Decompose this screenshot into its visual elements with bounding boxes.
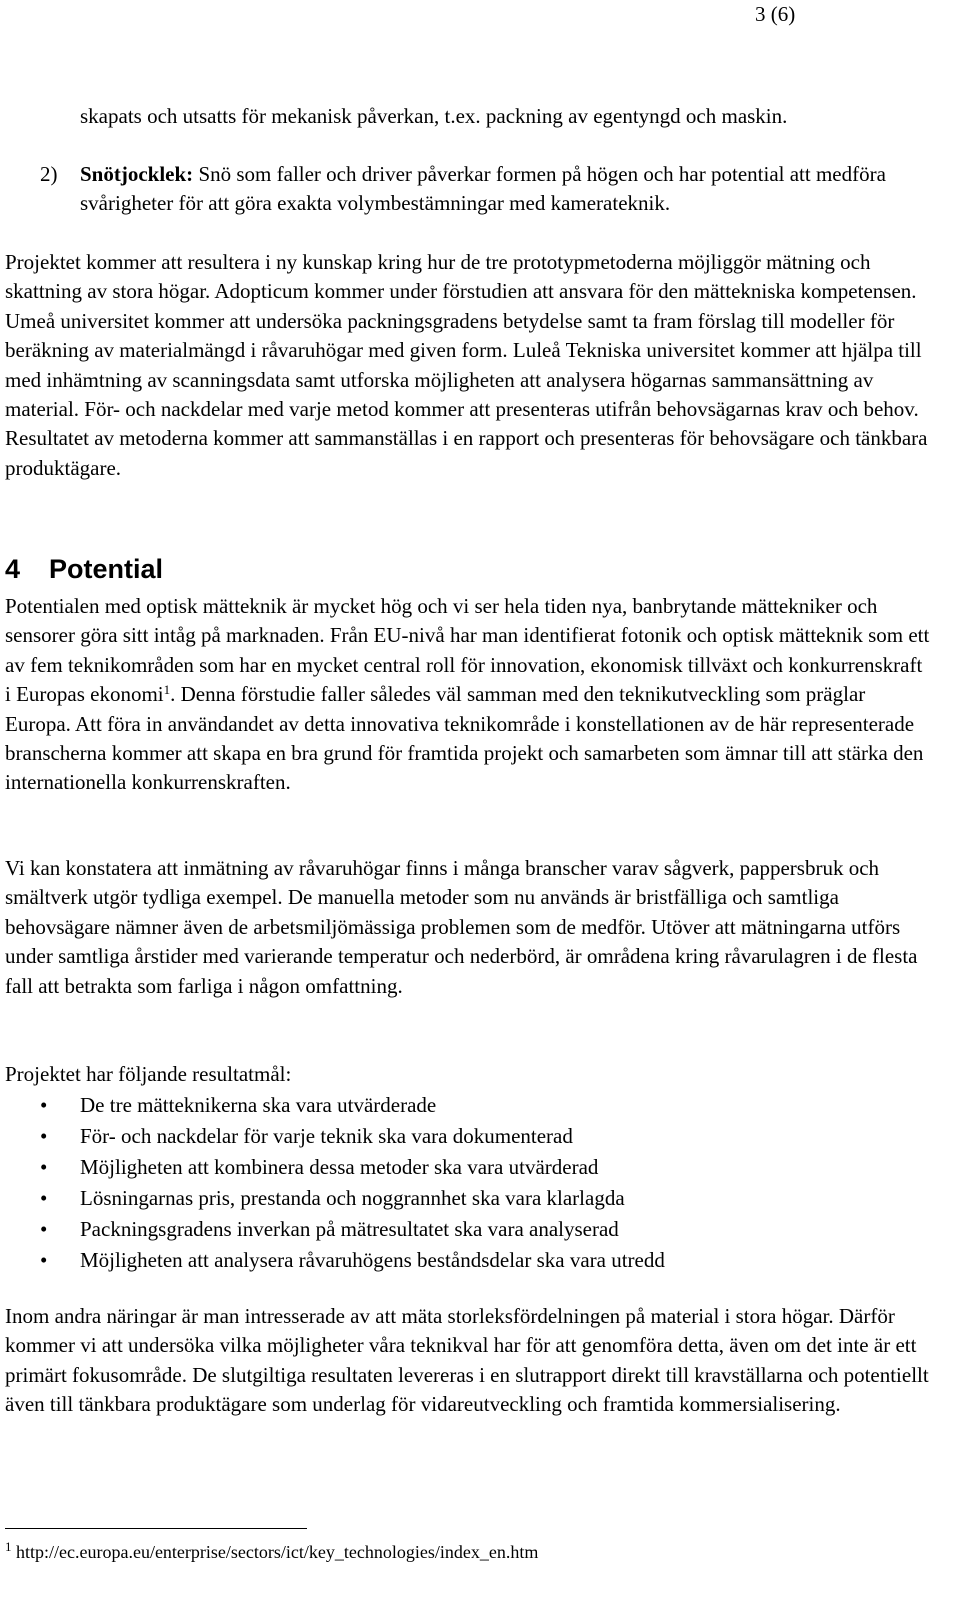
list-item	[40, 1122, 665, 1153]
footnote-reference: 1	[163, 682, 171, 698]
list-item-text: Möjligheten att kombinera dessa metoder ska vara utvärderad	[80, 1155, 599, 1179]
item-body	[80, 160, 930, 219]
list-item-text: De tre mätteknikerna ska vara utvärderade	[80, 1093, 437, 1117]
goals-list	[40, 1091, 665, 1277]
bullet-icon: •	[40, 1124, 48, 1148]
project-paragraph: Projektet kommer att resultera i ny kunskap kring hur de tre prototypmetoderna möjliggör mätning och skattning av stora högar. Adopticum kommer under förstudien att ansvara för den mättekniska kompetensen. Umeå universitet kommer att undersöka packningsgradens betydelse samt ta fram förslag till modeller för beräkning av materialmängd i råvaruhögar med given form. Luleå Tekniska universitet kommer att hjälpa till med inhämtning av scanningsdata samt utforska möjligheten att analysera högarnas sammansättning av material. För- och nackdelar med varje metod kommer att presenteras utifrån behovsägarnas krav och behov. Resultatet av metoderna kommer att sammanställas i en rapport och presenteras för behovsägare och tänkbara produktägare.	[5, 250, 928, 480]
potential-text-part2: . Denna förstudie faller således väl samman med den teknikutveckling som präglar Europa. Att föra in användandet av detta innovativa teknikområde i konstellationen av de här representerade branscherna kommer att skapa en bra grund för framtida projekt och samarbeten som ämnar till att stärka den internationella konkurrenskraften.	[5, 682, 924, 795]
list-item-text: Packningsgradens inverkan på mätresultatet ska vara analyserad	[80, 1217, 619, 1241]
list-item-text: Möjligheten att analysera råvaruhögens beståndsdelar ska vara utredd	[80, 1248, 665, 1272]
page-number: 3 (6)	[755, 2, 796, 26]
section-number: 4	[5, 554, 21, 584]
footnote-divider	[5, 1528, 307, 1529]
section-title: Potential	[49, 554, 164, 584]
list-item-text: För- och nackdelar för varje teknik ska vara dokumenterad	[80, 1124, 573, 1148]
bullet-icon: •	[40, 1217, 48, 1241]
list-item	[40, 1215, 665, 1246]
item-number: 2)	[40, 162, 58, 186]
measurement-paragraph: Vi kan konstatera att inmätning av råvaruhögar finns i många branscher varav sågverk, pappersbruk och smältverk utgör tydliga exempel. De manuella metoder som nu används är bristfälliga och samtliga behovsägare nämner även de arbetsmiljömässiga problemen som de medför. Utöver att mätningarna utförs under samtliga årstider med varierande temperatur och nederbörd, är områdena kring råvarulagren i de flesta fall att betrakta som farliga i någon omfattning.	[5, 856, 918, 998]
footnote-url[interactable]: http://ec.europa.eu/enterprise/sectors/ict/key_technologies/index_en.htm	[11, 1542, 539, 1562]
list-item-text: Lösningarnas pris, prestanda och noggrannhet ska vara klarlagda	[80, 1186, 625, 1210]
list-item	[40, 1246, 665, 1277]
list-continuation-text: skapats och utsatts för mekanisk påverkan, t.ex. packning av egentyngd och maskin.	[80, 104, 788, 128]
section-heading	[5, 551, 163, 587]
bullet-icon: •	[40, 1155, 48, 1179]
goals-intro: Projektet har följande resultatmål:	[5, 1062, 292, 1086]
item-term: Snötjocklek:	[80, 162, 194, 186]
closing-paragraph: Inom andra näringar är man intresserade av att mäta storleksfördelningen på material i stora högar. Därför kommer vi att undersöka vilka möjligheter våra teknikval har för att genomföra detta, även om det inte är ett primärt fokusområde. De slutgiltiga resultaten levereras i en slutrapport direkt till kravställarna och potentiellt även till tänkbara produktägare som underlag för vidareutveckling och framtida kommersialisering.	[5, 1304, 929, 1417]
list-item	[40, 1184, 665, 1215]
footnote-marker: 1	[5, 1539, 12, 1554]
potential-paragraph	[5, 592, 930, 798]
potential-text-part1: Potentialen med optisk mätteknik är mycket hög och vi ser hela tiden nya, banbrytande mättekniker och sensorer göra sitt intåg på marknaden. Från EU-nivå har man identifierat fotonik och optisk mätteknik som ett av fem teknikområden som har en mycket central roll för innovation, ekonomisk tillväxt och konkurrenskraft i Europas ekonomi	[5, 594, 930, 707]
footnote	[5, 1540, 538, 1564]
bullet-icon: •	[40, 1248, 48, 1272]
item-text: Snö som faller och driver påverkar formen på högen och har potential att medföra svårigheter för att göra exakta volymbestämningar med kamerateknik.	[80, 162, 886, 216]
list-item	[40, 1091, 665, 1122]
list-item	[40, 1153, 665, 1184]
bullet-icon: •	[40, 1186, 48, 1210]
bullet-icon: •	[40, 1093, 48, 1117]
